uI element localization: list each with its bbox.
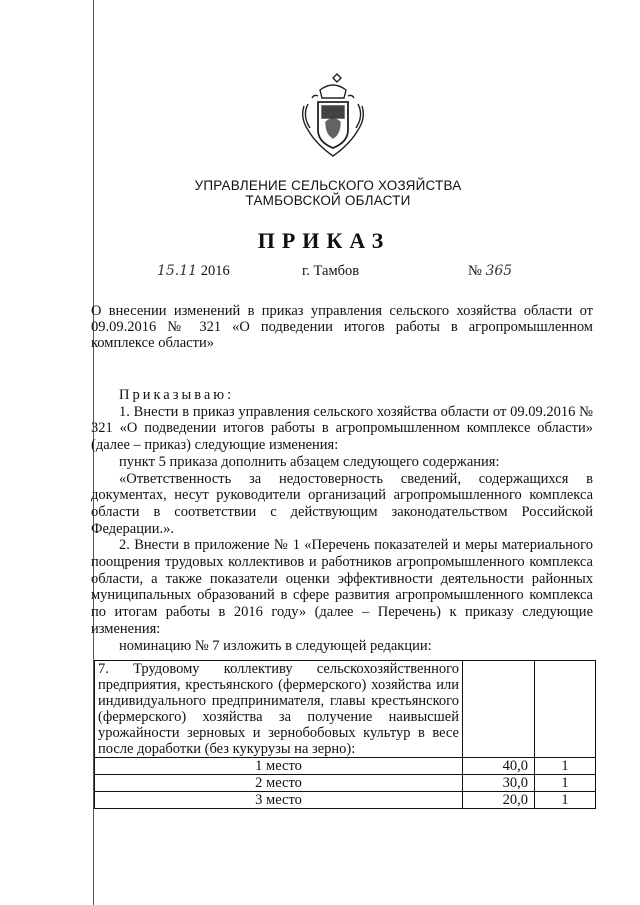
- order-city: г. Тамбов: [302, 263, 360, 279]
- order-number: [468, 263, 512, 280]
- amount-value: 30,0: [463, 775, 535, 792]
- nomination-description: 7. Трудовому коллективу сельскохозяйственного предприятия, крестьянского (фермерского) хозяйства или индивидуального предпринимателя, главы крестьянского (фермерского) хозяйства за получение наивысшей урожайности зерновых и зернобобовых культур в весе после доработки (без кукурузы на зерно):: [95, 661, 463, 758]
- table-cell: [535, 661, 596, 758]
- order-keyword: Приказываю:: [119, 387, 235, 403]
- amount-value: 40,0: [463, 758, 535, 775]
- place-label: 3 место: [95, 792, 463, 809]
- order-subject: О внесении изменений в приказ управления сельского хозяйства области от 09.09.2016 № 321 «О подведении итогов работы в агропромышленном комплексе области»: [91, 303, 593, 351]
- paragraph-1-quote: «Ответственность за недостоверность сведений, содержащихся в документах, несут руководители организаций агропромышленного комплекса области в соответствии с действующим законодательством Российской Федерации.».: [91, 470, 593, 537]
- organization-name-line1: УПРАВЛЕНИЕ СЕЛЬСКОГО ХОЗЯЙСТВА: [194, 178, 462, 193]
- table-row: [95, 661, 596, 758]
- paragraph-1: 1. Внести в приказ управления сельского хозяйства области от 09.09.2016 № 321 «О подведении итогов работы в агропромышленном комплексе области» (далее – приказ) следующие изменения:: [91, 403, 593, 454]
- handwritten-number: 365: [485, 263, 513, 279]
- handwritten-date: 15.11: [157, 263, 198, 279]
- order-body: [91, 387, 593, 654]
- count-value: 1: [535, 775, 596, 792]
- document-title: ПРИКАЗ: [257, 228, 391, 253]
- place-label: 2 место: [95, 775, 463, 792]
- table-row: [95, 792, 596, 809]
- place-label: 1 место: [95, 758, 463, 775]
- paragraph-2: 2. Внести в приложение № 1 «Перечень показателей и меры материального поощрения трудовых коллективов и работников агропромышленного комплекса области, а также показатели оценки эффективности деятельности районных муниципальных образований в сфере развития агропромышленного комплекса по итогам работы в 2016 году» (далее – Перечень) к приказу следующие изменения:: [91, 537, 593, 637]
- table-cell: [463, 661, 535, 758]
- count-value: 1: [535, 758, 596, 775]
- coat-of-arms-emblem: [296, 72, 370, 160]
- organization-name-line2: ТАМБОВСКОЙ ОБЛАСТИ: [245, 193, 411, 208]
- order-date: [157, 263, 230, 280]
- nomination-table: [94, 660, 596, 809]
- table-row: [95, 758, 596, 775]
- amount-value: 20,0: [463, 792, 535, 809]
- paragraph-2-item: номинацию № 7 изложить в следующей редакции:: [119, 637, 432, 654]
- table-row: [95, 775, 596, 792]
- order-year: 2016: [200, 263, 230, 279]
- number-sign: №: [468, 263, 482, 279]
- paragraph-1-item: пункт 5 приказа дополнить абзацем следующего содержания:: [119, 453, 500, 470]
- count-value: 1: [535, 792, 596, 809]
